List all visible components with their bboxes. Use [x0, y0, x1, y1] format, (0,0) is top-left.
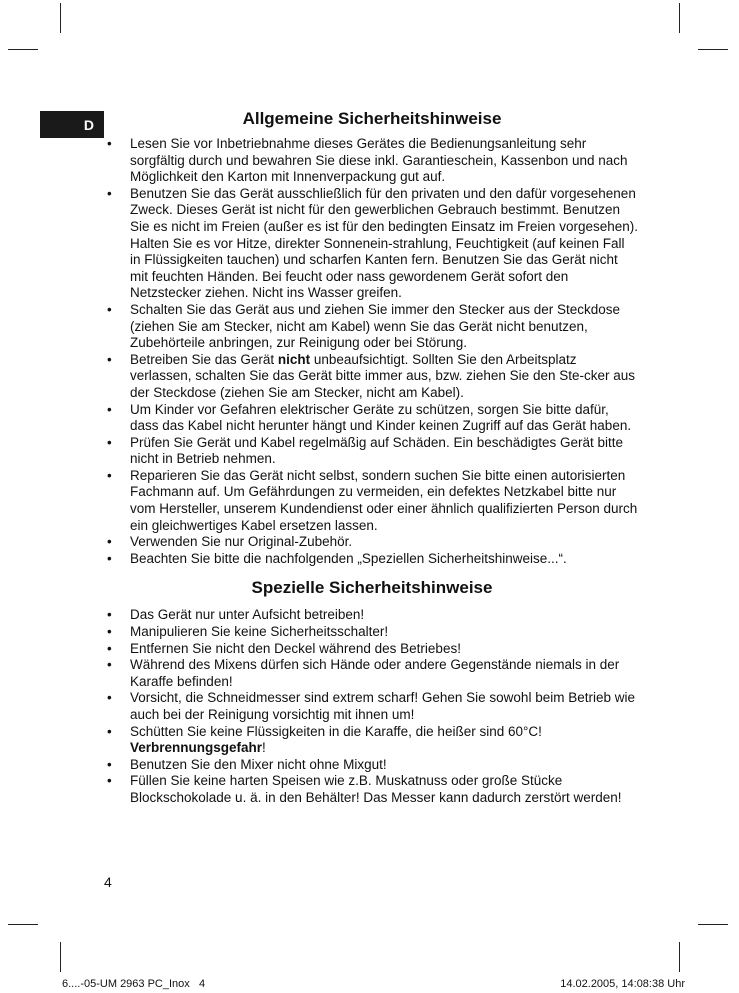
crop-mark	[679, 3, 680, 33]
list-item-text: unbeaufsichtigt. Sollten Sie den Arbeitsplatz verlassen, schalten Sie das Gerät bitte immer aus, bzw. ziehen Sie den Ste-cker aus der Steckdose (ziehen Sie am Stecker, nicht am Kabel).	[130, 351, 635, 400]
crop-mark	[60, 3, 61, 33]
list-item: • Füllen Sie keine harten Speisen wie z.B. Muskatnuss oder große Stücke Blockschokolade u. ä. in den Behälter! Das Messer kann dadurch zerstört werden!	[106, 773, 638, 806]
list-item: • Während des Mixens dürfen sich Hände oder andere Gegenstände niemals in der Karaffe befinden!	[106, 657, 638, 690]
crop-mark	[698, 49, 728, 50]
list-item: • Beachten Sie bitte die nachfolgenden „Speziellen Sicherheitshinweise...“.	[106, 551, 638, 568]
print-slug-file: 6....-05-UM 2963 PC_Inox 4	[62, 978, 206, 990]
list-item: • Das Gerät nur unter Aufsicht betreiben!	[106, 607, 638, 624]
crop-mark	[8, 49, 38, 50]
list-item	[106, 352, 638, 402]
crop-mark	[698, 924, 728, 925]
list-item: • Um Kinder vor Gefahren elektrischer Geräte zu schützen, sorgen Sie bitte dafür, dass das Kabel nicht herunter hängt und Kinder keinen Zugriff auf das Gerät haben.	[106, 402, 638, 435]
list-item	[106, 724, 638, 757]
list-item-text: Betreiben Sie das Gerät	[130, 351, 278, 367]
list-item: • Vorsicht, die Schneidmesser sind extrem scharf! Gehen Sie sowohl beim Betrieb wie auch bei der Reinigung vorsichtig mit ihnen um!	[106, 690, 638, 723]
emphasis-text: nicht	[277, 351, 311, 367]
general-safety-list	[106, 136, 638, 567]
list-item: • Manipulieren Sie keine Sicherheitsschalter!	[106, 624, 638, 641]
print-slug-timestamp: 14.02.2005, 14:08:38 Uhr	[560, 978, 685, 990]
section-title-general: Allgemeine Sicherheitshinweise	[242, 109, 502, 128]
document-body	[106, 108, 638, 807]
language-tab: D	[40, 111, 104, 138]
crop-mark	[8, 924, 38, 925]
crop-mark	[60, 942, 61, 972]
list-item: • Benutzen Sie den Mixer nicht ohne Mixgut!	[106, 757, 638, 774]
emphasis-text: Verbrennungsgefahr	[130, 740, 263, 756]
special-safety-list	[106, 607, 638, 806]
list-item: • Schalten Sie das Gerät aus und ziehen Sie immer den Stecker aus der Steckdose (ziehen Sie am Stecker, nicht am Kabel) wenn Sie das Gerät nicht benutzen, Zubehörteile anbringen, zur Reinigung oder bei Störung.	[106, 302, 638, 352]
page-number: 4	[104, 874, 112, 890]
list-item: • Entfernen Sie nicht den Deckel während des Betriebes!	[106, 641, 638, 658]
list-item-text: Schütten Sie keine Flüssigkeiten in die Karaffe, die heißer sind 60°C!	[130, 723, 542, 739]
crop-mark	[679, 942, 680, 972]
list-item: • Benutzen Sie das Gerät ausschließlich für den privaten und den dafür vorgesehenen Zweck. Dieses Gerät ist nicht für den gewerblichen Gebrauch bestimmt. Benutzen Sie es nicht im Freien (außer es ist für den bedingten Einsatz im Freien vorgesehen). Halten Sie es vor Hitze, direkter Sonnenein-strahlung, Feuchtigkeit (auf keinen Fall in Flüssigkeiten tauchen) und scharfen Kanten fern. Benutzen Sie das Gerät nicht mit feuchten Händen. Bei feucht oder nass gewordenem Gerät sofort den Netzstecker ziehen. Nicht ins Wasser greifen.	[106, 186, 638, 302]
list-item-text: !	[262, 740, 266, 756]
list-item: • Verwenden Sie nur Original-Zubehör.	[106, 534, 638, 551]
list-item: • Reparieren Sie das Gerät nicht selbst, sondern suchen Sie bitte einen autorisierten Fachmann auf. Um Gefährdungen zu vermeiden, ein defektes Netzkabel bitte nur vom Hersteller, unserem Kundendienst oder einer ähnlich qualifizierten Person durch ein gleichwertiges Kabel ersetzen lassen.	[106, 468, 638, 534]
section-title-special: Spezielle Sicherheitshinweise	[251, 578, 493, 598]
list-item: • Prüfen Sie Gerät und Kabel regelmäßig auf Schäden. Ein beschädigtes Gerät bitte nicht in Betrieb nehmen.	[106, 435, 638, 468]
list-item: • Lesen Sie vor Inbetriebnahme dieses Gerätes die Bedienungsanleitung sehr sorgfältig durch und bewahren Sie diese inkl. Garantieschein, Kassenbon und nach Möglichkeit den Karton mit Innenverpackung gut auf.	[106, 136, 638, 186]
